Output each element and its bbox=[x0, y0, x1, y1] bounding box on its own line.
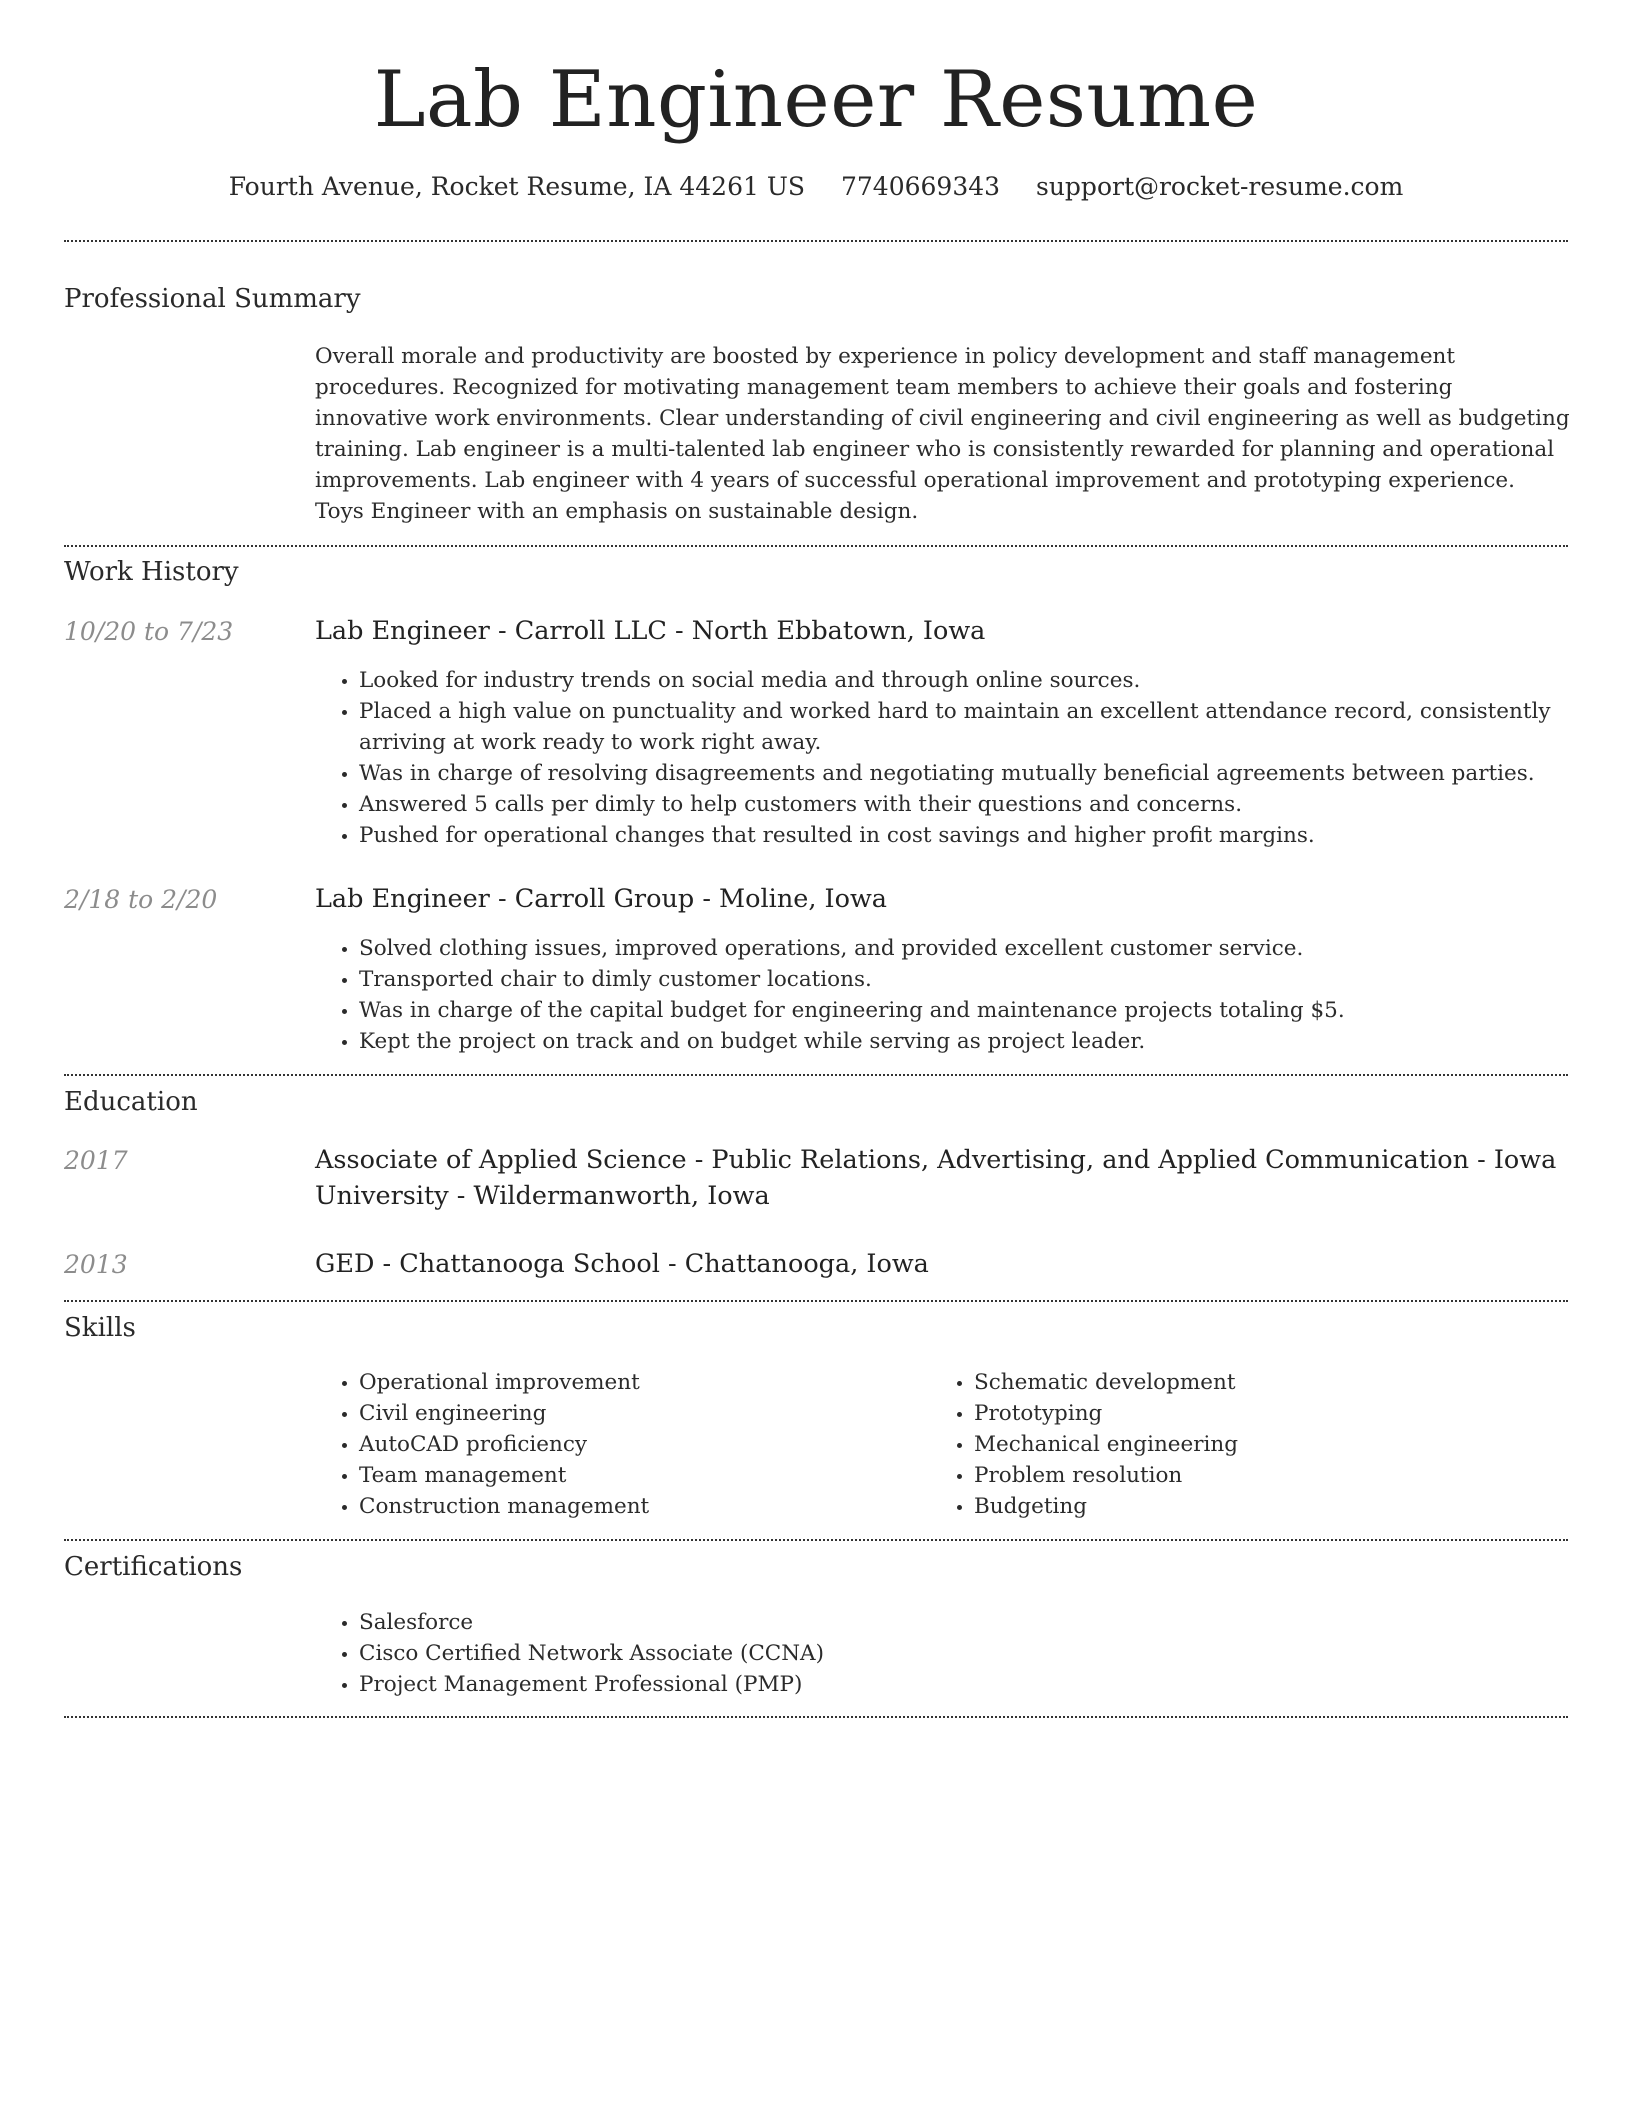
job-title: Lab Engineer - Carroll LLC - North Ebbatown, Iowa bbox=[315, 616, 986, 646]
contact-line bbox=[0, 170, 1632, 204]
list-item: • Problem resolution bbox=[974, 1460, 1574, 1491]
section-title-certifications: Certifications bbox=[64, 1552, 243, 1582]
list-item: • Civil engineering bbox=[359, 1398, 919, 1429]
list-item: • Placed a high value on punctuality and worked hard to maintain an excellent attendance record, consistently arriving at work ready to work right away. bbox=[359, 696, 1570, 758]
education-title: Associate of Applied Science - Public Relations, Advertising, and Applied Communication - Iowa University - Wildermanworth, Iowa bbox=[315, 1145, 1557, 1211]
contact-email: support@rocket-resume.com bbox=[1036, 172, 1404, 201]
divider bbox=[64, 240, 1568, 242]
education-year: 2017 bbox=[64, 1146, 128, 1175]
list-item: • Construction management bbox=[359, 1491, 919, 1522]
divider bbox=[64, 545, 1568, 547]
list-item: • Mechanical engineering bbox=[974, 1429, 1574, 1460]
section-title-work-history: Work History bbox=[64, 557, 239, 587]
list-item: • Pushed for operational changes that resulted in cost savings and higher profit margins. bbox=[359, 820, 1570, 851]
job-dates: 2/18 to 2/20 bbox=[64, 885, 218, 914]
divider bbox=[64, 1716, 1568, 1718]
divider bbox=[64, 1074, 1568, 1076]
certifications-list bbox=[315, 1607, 1570, 1700]
list-item: • Answered 5 calls per dimly to help customers with their questions and concerns. bbox=[359, 789, 1570, 820]
job-bullets bbox=[315, 665, 1570, 851]
list-item: • Prototyping bbox=[974, 1398, 1574, 1429]
list-item: • Transported chair to dimly customer locations. bbox=[359, 964, 1570, 995]
list-item: • Was in charge of the capital budget for engineering and maintenance projects totaling $5. bbox=[359, 995, 1570, 1026]
resume-title: Lab Engineer Resume bbox=[373, 55, 1259, 145]
job-title: Lab Engineer - Carroll Group - Moline, Iowa bbox=[315, 884, 888, 914]
job-dates: 10/20 to 7/23 bbox=[64, 617, 234, 646]
education-year: 2013 bbox=[64, 1250, 128, 1279]
list-item: • Kept the project on track and on budget while serving as project leader. bbox=[359, 1026, 1570, 1057]
section-title-education: Education bbox=[64, 1087, 198, 1117]
list-item: • Budgeting bbox=[974, 1491, 1574, 1522]
contact-address: Fourth Avenue, Rocket Resume, IA 44261 US bbox=[228, 172, 806, 201]
skills-list-right bbox=[930, 1367, 1574, 1522]
list-item: • Looked for industry trends on social media and through online sources. bbox=[359, 665, 1570, 696]
list-item: • Was in charge of resolving disagreements and negotiating mutually beneficial agreements between parties. bbox=[359, 758, 1570, 789]
education-title: GED - Chattanooga School - Chattanooga, Iowa bbox=[315, 1249, 929, 1279]
section-title-skills: Skills bbox=[64, 1313, 136, 1343]
contact-phone: 7740669343 bbox=[840, 172, 1001, 201]
section-title-summary: Professional Summary bbox=[64, 284, 361, 314]
list-item: • Team management bbox=[359, 1460, 919, 1491]
summary-text: Overall morale and productivity are boosted by experience in policy development and staff management procedures. Recognized for motivating management team members to achieve their goals and fostering innovative work environments. Clear understanding of civil engineering and civil engineering as well as budgeting training. Lab engineer is a multi-talented lab engineer who is consistently rewarded for planning and operational improvements. Lab engineer with 4 years of successful operational improvement and prototyping experience. Toys Engineer with an emphasis on sustainable design. bbox=[315, 344, 1570, 524]
skills-list-left bbox=[315, 1367, 919, 1522]
list-item: • Schematic development bbox=[974, 1367, 1574, 1398]
list-item: • Project Management Professional (PMP) bbox=[359, 1669, 1570, 1700]
divider bbox=[64, 1539, 1568, 1541]
divider bbox=[64, 1300, 1568, 1302]
list-item: • Solved clothing issues, improved operations, and provided excellent customer service. bbox=[359, 933, 1570, 964]
list-item: • Operational improvement bbox=[359, 1367, 919, 1398]
list-item: • Cisco Certified Network Associate (CCNA) bbox=[359, 1638, 1570, 1669]
job-bullets bbox=[315, 933, 1570, 1057]
list-item: • Salesforce bbox=[359, 1607, 1570, 1638]
list-item: • AutoCAD proficiency bbox=[359, 1429, 919, 1460]
